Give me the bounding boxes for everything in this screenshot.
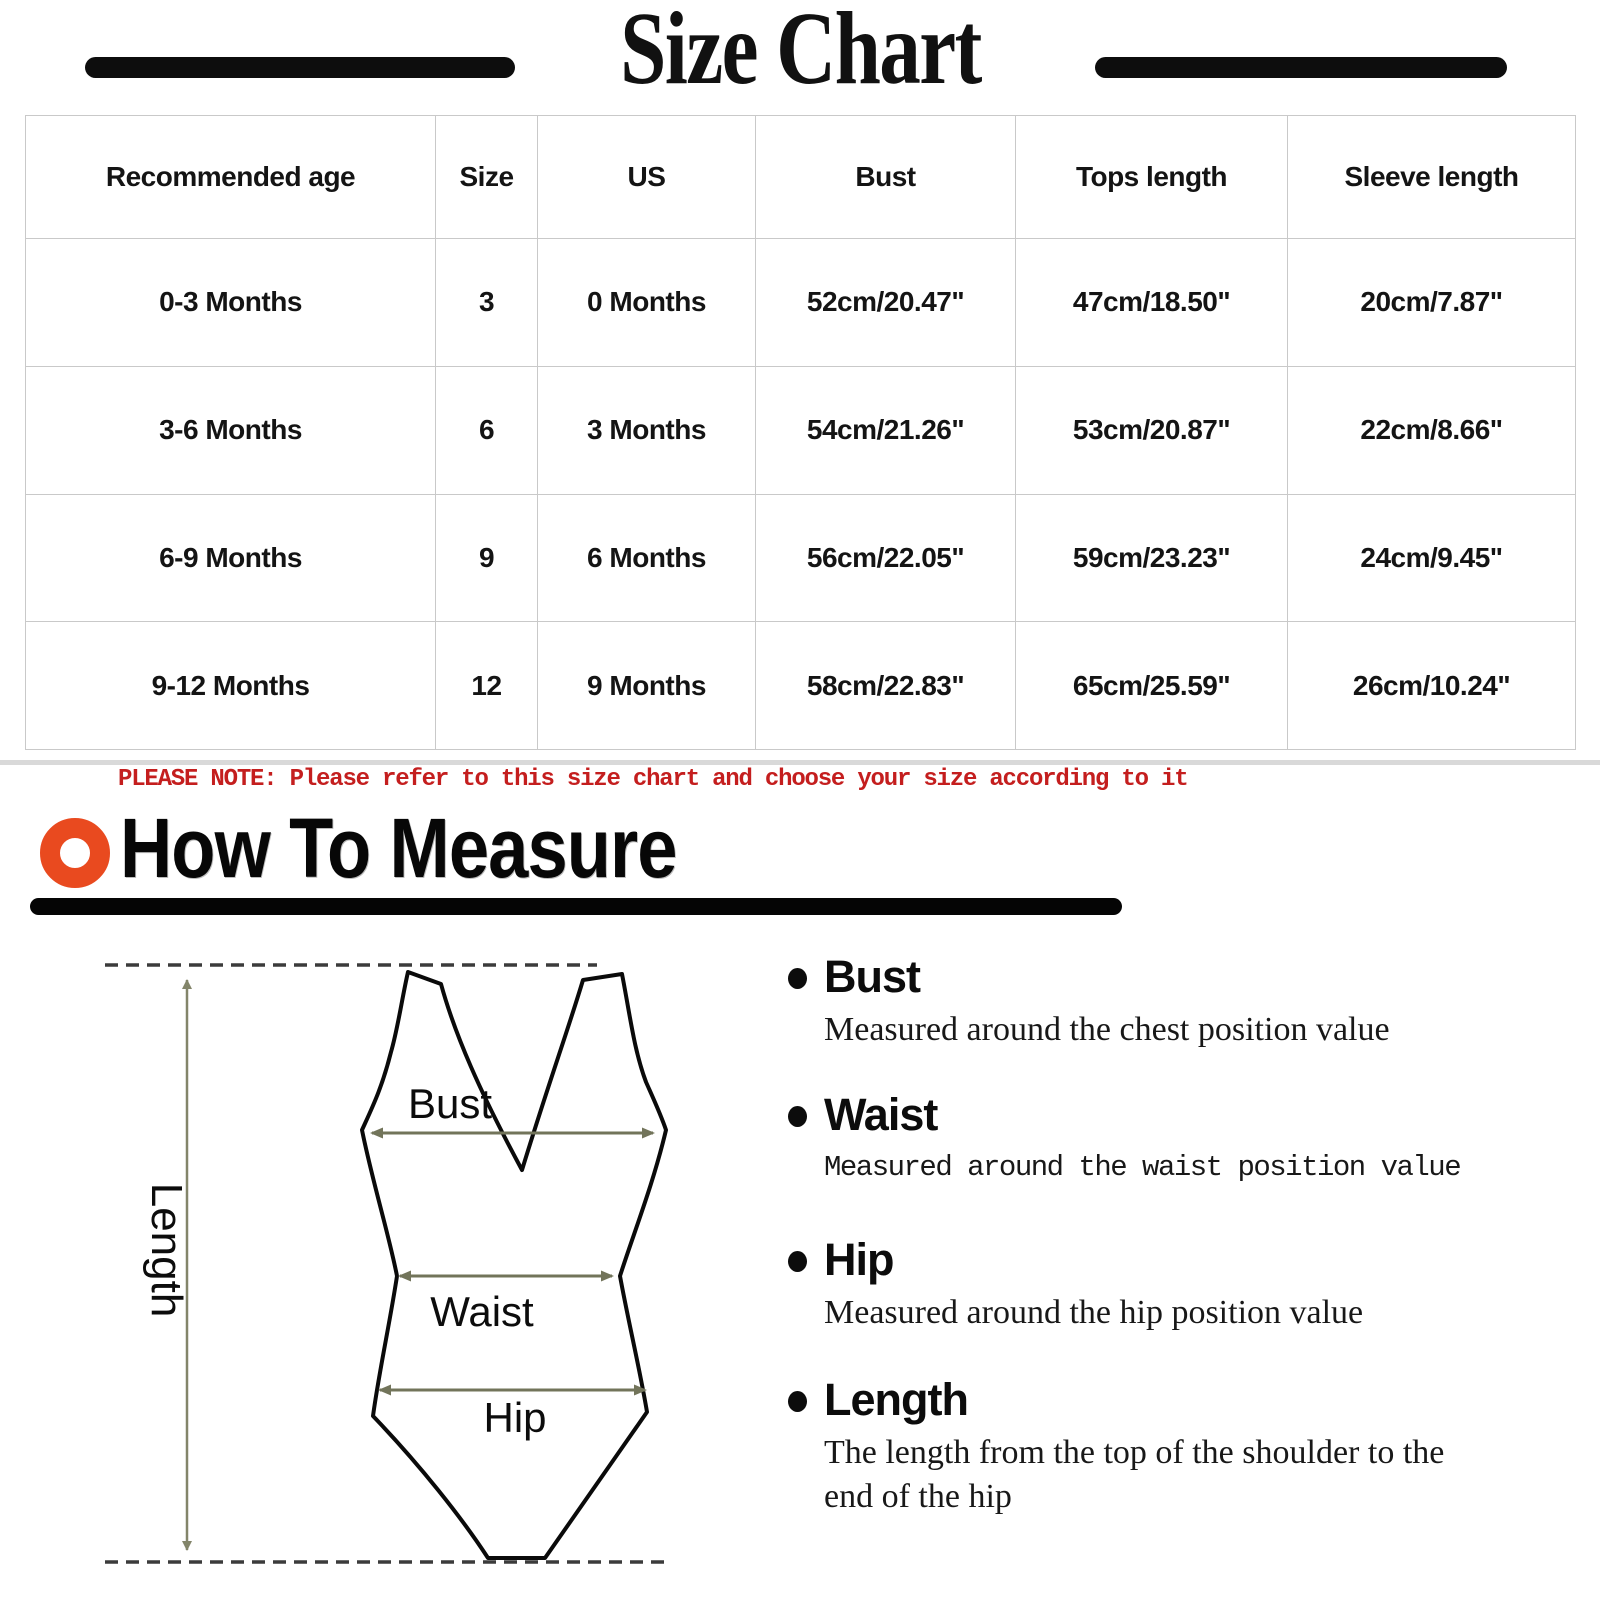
measure-label: Hip <box>824 1234 894 1285</box>
cell-us: 9 Months <box>538 622 756 750</box>
cell-bust: 54cm/21.26" <box>756 366 1016 494</box>
how-to-measure-heading: How To Measure <box>120 801 677 895</box>
bullet-dot-icon <box>788 1106 807 1127</box>
size-note: PLEASE NOTE: Please refer to this size chart and choose your size according to it <box>118 766 1188 793</box>
measure-item-bust <box>784 952 1504 1052</box>
bullet-dot-icon <box>788 968 807 989</box>
cell-us: 0 Months <box>538 239 756 367</box>
size-table <box>25 115 1576 750</box>
cell-size: 6 <box>436 366 538 494</box>
col-header-size: Size <box>436 116 538 239</box>
cell-us: 3 Months <box>538 366 756 494</box>
measure-item-length <box>784 1375 1504 1519</box>
table-row <box>26 239 1576 367</box>
cell-us: 6 Months <box>538 494 756 622</box>
cell-age: 3-6 Months <box>26 366 436 494</box>
bullet-dot-icon <box>788 1391 807 1412</box>
measure-description: Measured around the waist position value <box>824 1151 1461 1184</box>
col-header-tops-length: Tops length <box>1016 116 1288 239</box>
cell-age: 9-12 Months <box>26 622 436 750</box>
cell-size: 12 <box>436 622 538 750</box>
cell-bust: 52cm/20.47" <box>756 239 1016 367</box>
cell-sleeve-length: 22cm/8.66" <box>1288 366 1576 494</box>
cell-tops-length: 65cm/25.59" <box>1016 622 1288 750</box>
table-row <box>26 622 1576 750</box>
cell-size: 3 <box>436 239 538 367</box>
ring-bullet-icon <box>40 818 110 888</box>
cell-sleeve-length: 20cm/7.87" <box>1288 239 1576 367</box>
measure-label: Length <box>824 1374 968 1425</box>
cell-tops-length: 59cm/23.23" <box>1016 494 1288 622</box>
measure-label: Bust <box>824 951 920 1002</box>
cell-age: 0-3 Months <box>26 239 436 367</box>
bust-diagram-label: Bust <box>407 1080 493 1127</box>
cell-sleeve-length: 26cm/10.24" <box>1288 622 1576 750</box>
measure-description: Measured around the hip position value <box>824 1294 1364 1331</box>
cell-bust: 58cm/22.83" <box>756 622 1016 750</box>
length-diagram-label: Length <box>142 1182 191 1318</box>
measure-item-waist <box>784 1090 1504 1190</box>
heading-underline-rule <box>30 898 1122 915</box>
cell-sleeve-length: 24cm/9.45" <box>1288 494 1576 622</box>
cell-size: 9 <box>436 494 538 622</box>
waist-diagram-label: Waist <box>430 1288 534 1335</box>
cell-tops-length: 47cm/18.50" <box>1016 239 1288 367</box>
col-header-us: US <box>538 116 756 239</box>
hip-diagram-label: Hip <box>483 1394 547 1441</box>
bullet-dot-icon <box>788 1251 807 1272</box>
col-header-bust: Bust <box>756 116 1016 239</box>
table-row <box>26 494 1576 622</box>
measure-description: The length from the top of the shoulder to the end of the hip <box>824 1434 1445 1515</box>
col-header-recommended-age: Recommended age <box>26 116 436 239</box>
measure-label: Waist <box>824 1089 938 1140</box>
cell-tops-length: 53cm/20.87" <box>1016 366 1288 494</box>
measure-item-hip <box>784 1235 1504 1335</box>
col-header-sleeve-length: Sleeve length <box>1288 116 1576 239</box>
bodysuit-outline <box>362 972 666 1558</box>
table-bottom-divider <box>0 760 1600 765</box>
table-header-row <box>26 116 1576 239</box>
table-row <box>26 366 1576 494</box>
cell-bust: 56cm/22.05" <box>756 494 1016 622</box>
bodysuit-measure-diagram <box>60 930 780 1590</box>
cell-age: 6-9 Months <box>26 494 436 622</box>
page-title: Size Chart <box>619 0 981 106</box>
measure-description: Measured around the chest position value <box>824 1011 1390 1048</box>
